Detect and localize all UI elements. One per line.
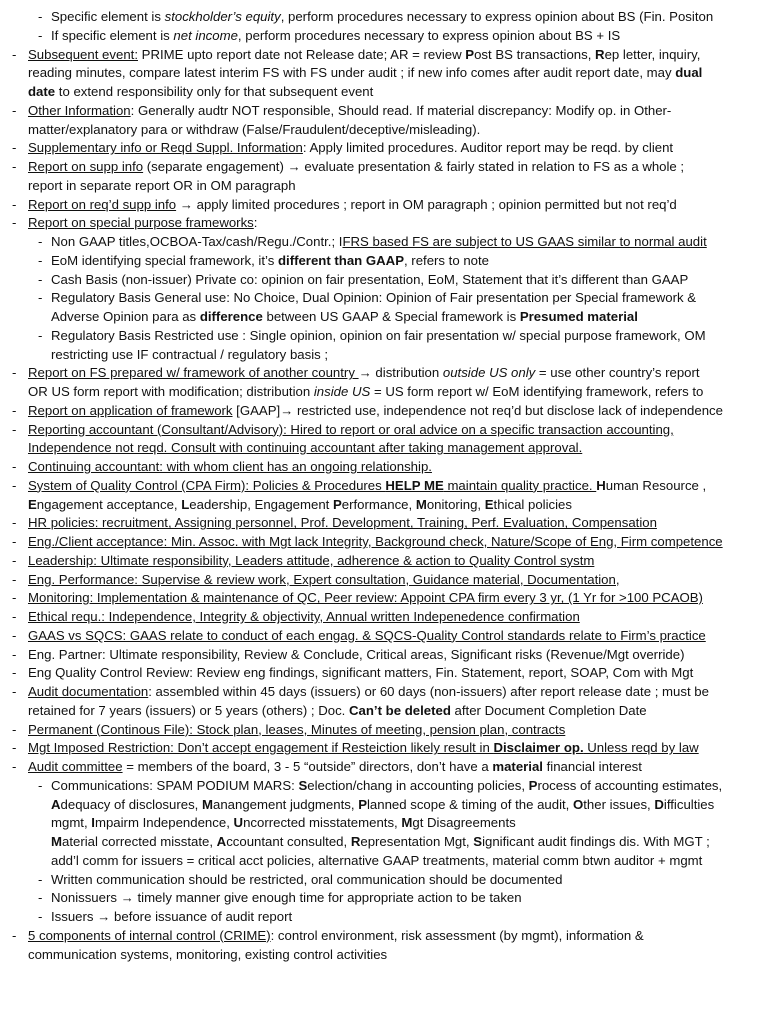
line-text [28,477,768,495]
line-text [51,289,768,307]
text-segment: uman Resource , [605,477,707,493]
text-segment: Report on special purpose frameworks [28,215,254,231]
text-segment: D [654,796,664,812]
document-line [0,383,768,401]
document-line [0,702,768,720]
text-segment: after Document Completion Date [450,702,647,718]
text-segment: Eng. Performance: Supervise & review work, Expert consultation, Guidance material, Documentation, [28,571,620,587]
line-text [28,83,768,101]
text-segment: S [298,777,308,793]
bullet-dash: - [12,646,17,662]
document-line [0,664,768,682]
text-segment: EoM identifying special framework, it’s [51,252,278,268]
document-line [0,683,768,701]
bullet-dash: - [12,140,17,156]
line-text [28,721,768,739]
document-line [0,739,768,757]
text-segment: R [595,46,605,62]
bullet-dash: - [12,215,17,231]
line-text [28,64,768,82]
text-segment: = use other country’s report [535,365,700,381]
text-segment: outside US only [442,365,536,381]
text-segment: M [202,796,214,812]
text-segment: Regulatory Basis Restricted use : Single opinion, opinion on fair presentation w/ special purpose framework, OM [51,327,706,343]
text-segment: mgmt, [51,815,92,831]
document-line [0,27,768,45]
text-segment: [GAAP]→ restricted use, independence not req’d but disclose lack of independence [232,402,723,418]
document-line [0,721,768,739]
line-text [28,739,768,757]
document-line [0,439,768,457]
text-segment: ep letter, inquiry, [604,46,701,62]
bullet-dash: - [38,909,43,924]
text-segment: Unless reqd by law [583,740,699,756]
line-text [51,327,768,345]
text-segment: A [51,796,61,812]
document-line [0,64,768,82]
text-segment: 5 components of internal control (CRIME) [28,927,271,943]
bullet-dash: - [12,421,17,437]
document-line [0,83,768,101]
text-segment: between US GAAP & Special framework is [262,309,520,324]
text-segment: GAAS vs SQCS: GAAS relate to conduct of each engag. & SQCS-Quality Control standards relate to Firm’s practice [28,627,706,643]
bullet-dash: - [38,777,43,793]
text-segment: aterial corrected misstate, [62,834,217,849]
text-segment: matter/explanatory para or withdraw (False/Fraudulent/deceptive/misleading). [28,121,481,137]
text-segment: : Generally audtr NOT responsible, Should read. If material discrepancy: Modify op. in Other- [130,102,672,118]
line-text [51,8,768,26]
text-segment: ccountant consulted, [226,834,351,849]
line-text [28,158,768,176]
text-segment: eadership, Engagement [189,496,333,512]
line-text [28,664,768,682]
bullet-dash: - [12,609,17,624]
line-text [51,233,768,251]
bullet-dash: - [12,159,17,174]
text-segment: = members of the board, 3 - 5 “outside” directors, don’t have a [122,759,493,774]
line-text [28,177,768,195]
text-segment: date [28,84,56,99]
text-segment: material [492,759,543,774]
line-text [28,552,768,570]
text-segment: Other Information [28,102,131,118]
document-line [0,346,768,364]
document-line [0,908,768,926]
text-segment: thical policies [493,496,572,512]
text-segment: R [350,834,361,849]
bullet-dash: - [38,271,43,287]
bullet-dash: - [38,890,43,906]
document-line [0,552,768,570]
text-segment: Mgt Imposed Restriction: Don’t accept engagement if Resteiction likely result in [28,740,494,756]
text-segment: P [528,777,538,793]
document-line [0,533,768,551]
document-line [0,608,768,626]
line-text [28,458,768,476]
document-line [0,177,768,195]
text-segment: financial interest [542,759,642,774]
line-text [51,833,768,851]
text-segment: difference [199,309,263,324]
text-segment: : assembled within 45 days (issuers) or 60 days (non-issuers) after report release date ; must be [148,684,709,699]
line-text [28,646,768,664]
document-line [0,121,768,139]
text-segment: Supplementary info or Reqd Suppl. Information [28,140,303,156]
document-line [0,796,768,814]
line-text [28,421,768,439]
line-text [51,252,768,270]
text-segment: erformance, [341,496,416,512]
text-segment: Report on supp info [28,159,144,174]
line-text [28,196,768,214]
bullet-dash: - [38,234,43,249]
text-segment: Disclaimer op. [493,740,584,756]
document-line [0,889,768,907]
line-text [28,383,768,401]
text-segment: Leadership: Ultimate responsibility, Leaders attitude, adherence & action to Quality Control systm [28,552,595,568]
text-segment: , perform procedures necessary to express opinion about BS (Fin. Positon [280,9,714,24]
text-segment: add’l comm for issuers = critical acct policies, alternative GAAP treatments, material comm btwn auditor + mgmt [51,852,703,868]
document-line [0,514,768,532]
text-segment: , perform procedures necessary to express opinion about BS + IS [237,27,621,43]
text-segment: Eng./Client acceptance: Min. Assoc. with Mgt lack Integrity, Background check, Nature/Scope of Eng, Firm competence [28,534,723,549]
document-line [0,646,768,664]
line-text [28,589,768,607]
document-line [0,477,768,495]
bullet-dash: - [12,365,17,381]
text-segment: U [233,815,244,831]
text-segment: epresentation Mgt, [360,834,474,849]
text-segment: Report on application of framework [28,402,233,418]
text-segment: (separate engagement) → evaluate presentation & fairly stated in relation to FS as a whole ; [143,159,685,174]
text-segment: report in separate report OR in OM paragraph [28,177,296,193]
text-segment: = US form report w/ EoM identifying framework, refers to [370,384,704,399]
document-line [0,233,768,251]
bullet-dash: - [38,27,43,43]
bullet-dash: - [12,515,17,531]
document-line [0,196,768,214]
text-segment: Cash Basis (non-issuer) Private co: opinion on fair presentation, EoM, Statement that it’s different than GAAP [51,271,689,287]
text-segment: : control environment, risk assessment (by mgmt), information & [270,927,644,943]
text-segment: gt Disagreements [412,815,516,831]
text-segment: rocess of accounting estimates, [537,777,723,793]
text-segment: Regulatory Basis General use: No Choice, Dual Opinion: Opinion of Fair presentation per Special framework & [51,290,697,306]
line-text [28,533,768,551]
document-line [0,139,768,157]
text-segment: mpairm Independence, [94,815,234,831]
bullet-dash: - [12,46,17,62]
line-text [28,139,768,157]
text-segment: ignificant audit findings dis. With MGT ; [482,834,710,849]
bullet-dash: - [12,684,17,699]
line-text [28,758,768,776]
document-line [0,271,768,289]
document-line [0,364,768,382]
line-text [51,889,768,907]
text-segment: retained for 7 years (issuers) or 5 years (others) ; Doc. [28,702,350,718]
text-segment: Report on req’d supp info [28,196,177,212]
text-segment: stockholder’s equity [164,9,281,24]
bullet-dash: - [12,102,17,118]
text-segment: maintain quality practice. [443,477,597,493]
line-text [28,46,768,64]
text-segment: Continuing accountant: with whom client has an ongoing relationship. [28,459,432,474]
text-segment: Audit documentation [28,684,149,699]
bullet-dash: - [12,721,17,737]
text-segment: P [358,796,367,812]
line-text [51,908,768,926]
text-segment: : Apply limited procedures. Auditor report may be reqd. by client [302,140,674,156]
document-line [0,946,768,964]
line-text [28,102,768,120]
text-segment: Report on FS prepared w/ framework of another country [28,365,359,381]
document-line [0,927,768,945]
document-line [0,158,768,176]
text-segment: HR policies: recruitment, Assigning personnel, Prof. Development, Training, Perf. Evaluation, Compensation [28,515,657,531]
text-segment: anangement judgments, [213,796,359,812]
line-text [51,27,768,45]
document-line [0,252,768,270]
bullet-dash: - [38,327,43,343]
text-segment: HELP ME [385,477,444,493]
text-segment: PRIME upto report date not Release date; AR = review [137,46,466,62]
line-text [51,346,768,364]
text-segment: If specific element is [51,27,174,43]
bullet-dash: - [12,477,17,493]
bullet-dash: - [12,402,17,418]
document-line [0,627,768,645]
text-segment: reading minutes, compare latest interim FS with FS under audit ; if new info comes after audit report date, may [28,65,676,81]
line-text [51,852,768,870]
text-segment: inside US [313,384,371,399]
bullet-dash: - [38,871,43,887]
bullet-dash: - [12,927,17,943]
line-text [51,796,768,814]
line-text [28,927,768,945]
text-segment: dual [675,65,703,81]
text-segment: , refers to note [403,252,490,268]
text-segment: Independence not reqd. Consult with continuing accountant after taking management approval. [28,440,583,456]
line-text [28,364,768,382]
line-text [28,402,768,420]
text-segment: L [181,496,190,512]
text-segment: Adverse Opinion para as [51,309,200,324]
document-line [0,214,768,232]
line-text [28,702,768,720]
line-text [28,214,768,232]
line-text [51,871,768,889]
document-line [0,833,768,851]
text-segment: → distribution [358,365,443,381]
text-segment: System of Quality Control (CPA Firm): Policies & Procedures [28,477,386,493]
text-segment: Non GAAP titles,OCBOA-Tax/cash/Regu./Contr.; I [51,234,343,249]
text-segment: net income [173,27,238,43]
document-line [0,871,768,889]
text-segment: O [573,796,584,812]
line-text [28,608,768,626]
bullet-dash: - [12,459,17,474]
line-text [28,627,768,645]
text-segment: M [415,496,427,512]
bullet-dash: - [12,534,17,549]
document-line [0,421,768,439]
line-text [28,683,768,701]
text-segment: ost BS transactions, [474,46,596,62]
text-segment: Reporting accountant (Consultant/Advisory): Hired to report or oral advice on a specific transaction accounting, [28,421,674,437]
text-segment: lanned scope & timing of the audit, [366,796,573,812]
text-segment: ncorrected misstatements, [243,815,402,831]
line-text [28,571,768,589]
text-segment: M [51,834,62,849]
text-segment: Specific element is [51,9,165,24]
text-segment: M [401,815,413,831]
document-line [0,289,768,307]
document-line [0,8,768,26]
line-text [51,814,768,832]
text-segment: Eng Quality Control Review: Review eng findings, significant matters, Fin. Statement, report, SOAP, Com with Mgt [28,665,694,681]
text-segment: Subsequent event: [28,46,138,62]
document-line [0,814,768,832]
bullet-dash: - [38,290,43,306]
text-segment: H [596,477,606,493]
document-line [0,402,768,420]
text-segment: communication systems, monitoring, existing control activities [28,946,388,962]
document-line [0,308,768,326]
bullet-dash: - [12,627,17,643]
document-line [0,589,768,607]
bullet-dash: - [12,759,17,774]
document-line [0,102,768,120]
text-segment: restricting use IF contractual / regulatory basis ; [51,346,329,362]
line-text [51,777,768,795]
line-text [28,439,768,457]
text-segment: different than GAAP [277,252,404,268]
document-line [0,852,768,870]
bullet-dash: - [38,9,43,24]
text-segment: ifficulties [663,796,715,812]
text-segment: FRS based FS are subject to US GAAS similar to normal audit [342,234,707,249]
text-segment: election/chang in accounting policies, [307,777,529,793]
text-segment: A [216,834,227,849]
text-segment: P [465,46,475,62]
bullet-dash: - [12,665,17,681]
bullet-dash: - [12,740,17,756]
text-segment: → apply limited procedures ; report in OM paragraph ; opinion permitted but not req’d [176,196,677,212]
document-line [0,458,768,476]
document-line [0,496,768,514]
document-line [0,758,768,776]
bullet-dash: - [12,552,17,568]
bullet-dash: - [38,252,43,268]
text-segment: Monitoring: Implementation & maintenance of QC, Peer review: Appoint CPA firm every 3 yr, (1 Yr for >100 PCAOB) [28,590,703,606]
text-segment: Audit committee [28,759,123,774]
bullet-dash: - [12,196,17,212]
text-segment: S [473,834,483,849]
text-segment: : [253,215,258,231]
document-line [0,327,768,345]
line-text [28,514,768,532]
line-text [51,271,768,289]
text-segment: Written communication should be restricted, oral communication should be documented [51,871,563,887]
bullet-dash: - [12,590,17,606]
text-segment: E [484,496,494,512]
text-segment: Ethical requ.: Independence, Integrity & objectivity, Annual written Indepenedence confirmation [28,609,580,624]
text-segment: Eng. Partner: Ultimate responsibility, Review & Conclude, Critical areas, Significant risks (Revenue/Mgt override) [28,646,685,662]
text-segment: P [333,496,342,512]
document-line [0,777,768,795]
text-segment: dequacy of disclosures, [60,796,203,812]
text-segment: Presumed material [519,309,638,324]
line-text [28,496,768,514]
text-segment: to extend responsibility only for that subsequent event [55,84,374,99]
text-segment: Issuers → before issuance of audit report [51,909,293,924]
bullet-dash: - [12,571,17,587]
text-segment: Communications: SPAM PODIUM MARS: [51,777,299,793]
text-segment: Nonissuers → timely manner give enough time for appropriate action to be taken [51,890,522,906]
text-segment: onitoring, [426,496,485,512]
text-segment: OR US form report with modification; distribution [28,384,314,399]
text-segment: Permanent (Continous File): Stock plan, leases, Minutes of meeting, pension plan, contracts [28,721,566,737]
text-segment: ther issues, [583,796,655,812]
document-line [0,46,768,64]
text-segment: E [28,496,37,512]
text-segment: I [91,815,95,831]
document-line [0,571,768,589]
line-text [51,308,768,326]
text-segment: Can’t be deleted [349,702,451,718]
text-segment: ngagement acceptance, [36,496,182,512]
line-text [28,946,768,964]
line-text [28,121,768,139]
